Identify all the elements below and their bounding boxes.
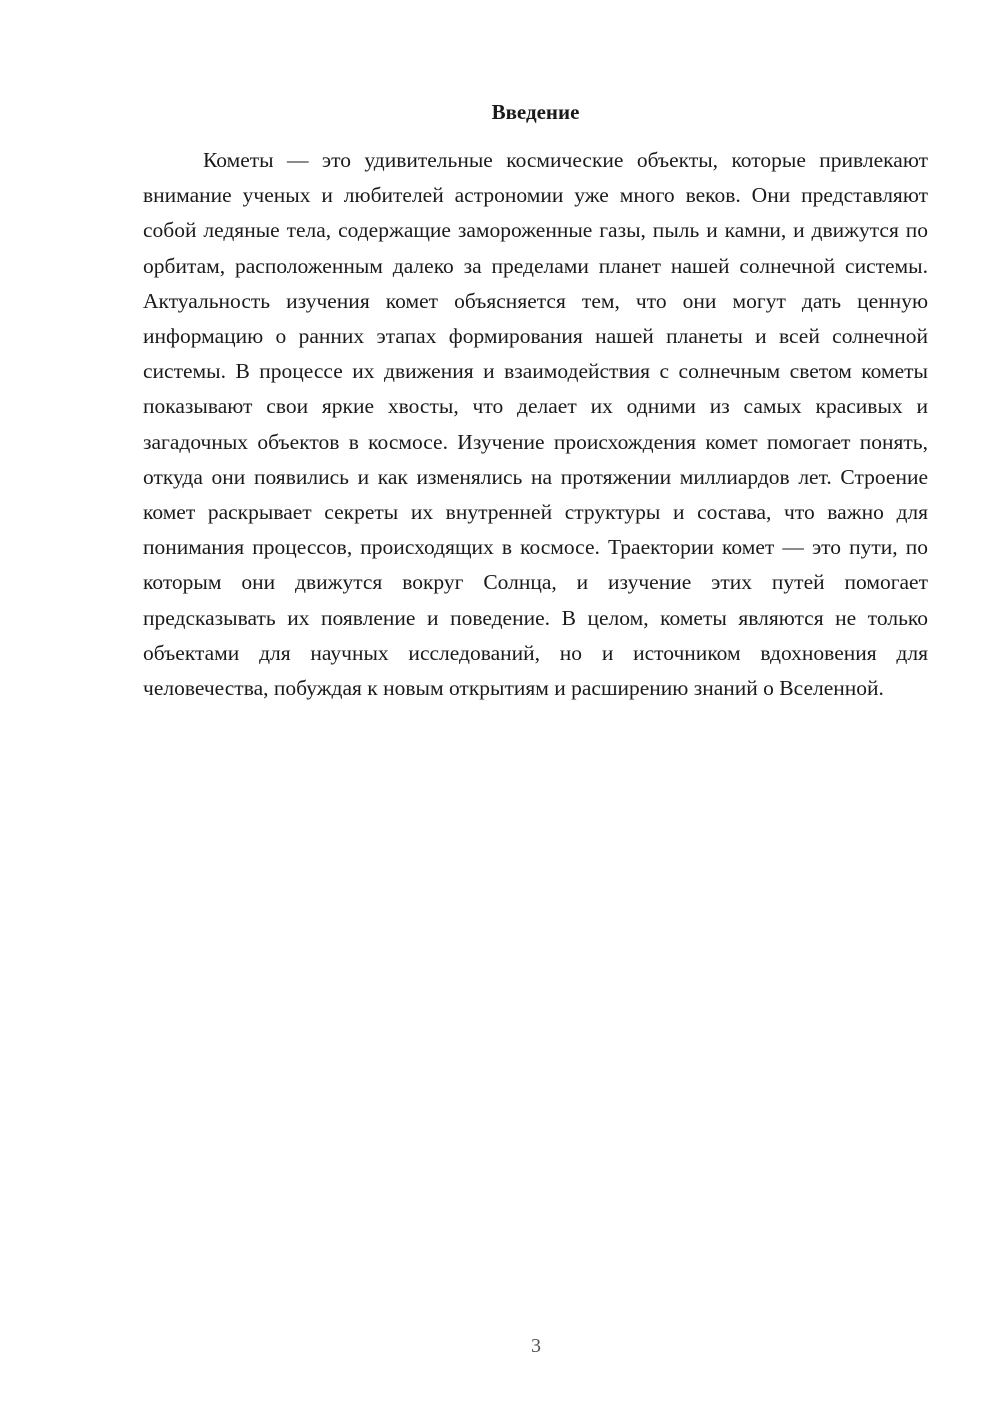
section-title: Введение xyxy=(491,100,580,124)
page-number: 3 xyxy=(531,1335,541,1357)
body-paragraph: Кометы — это удивительные космические объекты, которые привлекают внимание ученых и любителей астрономии уже много веков. Они представляют собой ледяные тела, содержащие замороженные газы, пыль и камни, и движутся по орбитам, расположенным далеко за пределами планет нашей солнечной системы. Актуальность изучения комет объясняется тем, что они могут дать ценную информацию о ранних этапах формирования нашей планеты и всей солнечной системы. В процессе их движения и взаимодействия с солнечным светом кометы показывают свои яркие хвосты, что делает их одними из самых красивых и загадочных объектов в космосе. Изучение происхождения комет помогает понять, откуда они появились и как изменялись на протяжении миллиардов лет. Строение комет раскрывает секреты их внутренней структуры и состава, что важно для понимания процессов, происходящих в космосе. Траектории комет — это пути, по которым они движутся вокруг Солнца, и изучение этих путей помогает предсказывать их появление и поведение. В целом, кометы являются не только объектами для научных исследований, но и источником вдохновения для человечества, побуждая к новым открытиям и расширению знаний о Вселенной. xyxy=(143,148,928,701)
